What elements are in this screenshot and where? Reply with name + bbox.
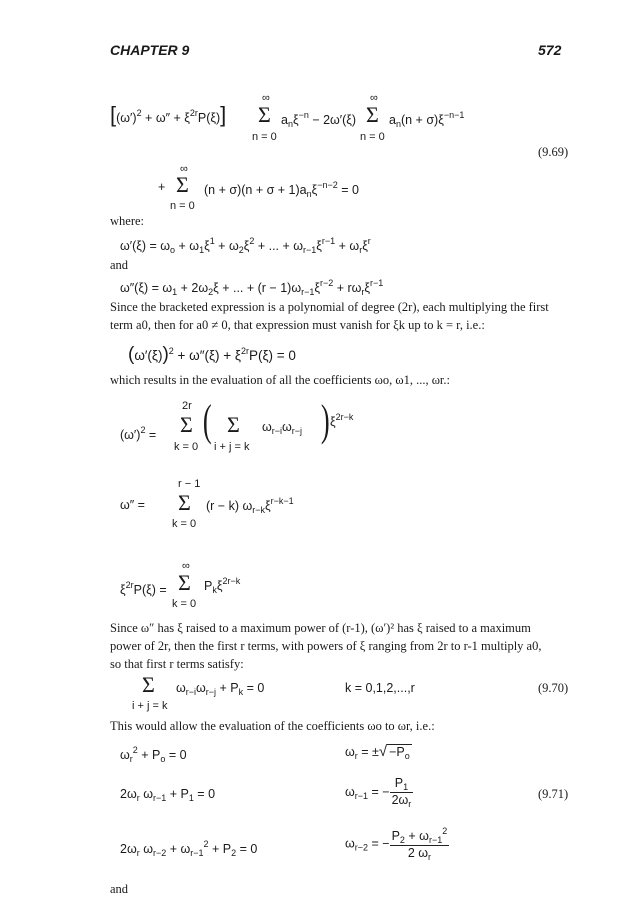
summation-sign: Σ [176, 172, 189, 197]
equation-p-lhs: $\xi^{2r}P(\xi)$ = [120, 580, 167, 597]
sum-lower-limit: k = 0 [172, 518, 197, 530]
summation-sign: Σ [258, 102, 271, 127]
paragraph-text: power of 2r, then the first r terms, with powers of ξ ranging from 2r to r-1 multiply a0, [110, 639, 542, 653]
equation-omega-double-prime-rhs: (r − k) $\omega_{r-k}\xi^{r-k-1}$ [206, 496, 294, 515]
paragraph-text: Since the bracketed expression is a polynomial of degree (2r), each multiplying the first [110, 300, 549, 314]
sum-lower-limit: n = 0 [170, 200, 195, 212]
summation-sign: Σ [180, 412, 193, 437]
equation-vanishing: $(\omega'(\xi))^2 + \omega''(\xi) + \xi^{2r}P(\xi) = 0$ [128, 344, 296, 365]
equation-omega-prime-squared-lhs: $(\omega')^2$ = [120, 425, 157, 442]
sum-upper-limit: ∞ [180, 163, 188, 175]
equation-969-term3: $(n + \sigma)(n + \sigma + 1)a_n\xi^{-n-2} = 0$ [204, 180, 359, 199]
text-where: where: [110, 214, 145, 228]
text-and: and [110, 258, 129, 272]
sum-upper-limit: ∞ [370, 92, 378, 104]
summation-sign: Σ [178, 570, 191, 595]
equation-number: (9.70) [538, 681, 569, 695]
sum-upper-limit: ∞ [262, 92, 270, 104]
equation-omega-double-prime: $\omega''(\xi) = \omega_1 + 2\omega_2\xi$ + ... + $(r - 1)\omega_{r-1}\xi^{r-2} + r\omega_r\xi^{r-1}$ [120, 278, 384, 297]
sum-lower-limit: i + j = k [214, 441, 250, 453]
summation-sign: Σ [366, 102, 379, 127]
sum-lower-limit: i + j = k [132, 700, 168, 712]
equation-inner-product: $\omega_{r-i}\omega_{r-j}$ [262, 420, 303, 436]
page-number: 572 [538, 42, 562, 58]
equation-971-c-right: $\omega_{r-2}$ = − $\frac{P_2 + \omega_{r-1}^2}{2 \omega_r}$ [345, 826, 448, 862]
equation-971-b-left: $2\omega_r$ $\omega_{r-1} + P_1 = 0$ [120, 787, 216, 803]
sum-lower-limit: k = 0 [172, 598, 197, 610]
equation-969-line1: $[(\omega')^2 + \omega'' + \xi^{2r}P(\xi)]$ [110, 102, 227, 127]
plus-sign: + [158, 180, 166, 194]
sum-lower-limit: n = 0 [252, 131, 277, 143]
equation-971-c-left: $2\omega_r$ $\omega_{r-2} + \omega_{r-1}^2 + P_2 = 0$ [120, 839, 258, 858]
paragraph-text: Since ω″ has ξ raised to a maximum power of (r-1), (ω′)² has ξ raised to a maximum [110, 621, 531, 635]
equation-omega-double-prime-lhs: ω″ = [120, 498, 145, 512]
paragraph-text: which results in the evaluation of all the coefficients ωo, ω1, ..., ωr.: [110, 373, 450, 387]
equation-number: (9.71) [538, 787, 569, 801]
text-and: and [110, 882, 129, 896]
equation-970: $\omega_{r-i}\omega_{r-j} + P_k = 0$ [176, 681, 265, 697]
equation-969-term1: $a_n\xi^{-n} - 2\omega'(\xi)$ [281, 110, 357, 129]
equation-970-range: k = 0,1,2,...,r [345, 681, 415, 695]
sum-lower-limit: n = 0 [360, 131, 385, 143]
summation-sign: Σ [227, 412, 240, 437]
equation-971-b-right: $\omega_{r-1}$ = − $\frac{P_1}{2\omega_r}$ [345, 776, 412, 809]
equation-number: (9.69) [538, 145, 569, 159]
right-paren: ) [320, 396, 330, 445]
chapter-heading: CHAPTER 9 [110, 42, 190, 58]
paragraph-text: term a0, then for a0 ≠ 0, that expression must vanish for ξk up to k = r, i.e.: [110, 318, 485, 332]
equation-969-term2: $a_n(n + \sigma)\xi^{-n-1}$ [389, 110, 465, 129]
summation-sign: Σ [142, 672, 155, 697]
sum-upper-limit: r − 1 [178, 478, 201, 490]
equation-971-a-left: $\omega_r^2 + P_o = 0$ [120, 745, 187, 764]
left-paren: ( [202, 396, 212, 445]
paragraph-text: This would allow the evaluation of the coefficients ωo to ωr, i.e.: [110, 719, 435, 733]
sum-upper-limit: 2r [182, 400, 192, 412]
summation-sign: Σ [178, 490, 191, 515]
sum-upper-limit: ∞ [182, 560, 190, 572]
sum-lower-limit: k = 0 [174, 441, 199, 453]
equation-omega-prime: $\omega'(\xi) = \omega_o + \omega_1\xi^1 + \omega_2\xi^2$ + ... + $\omega_{r-1}\xi^{r-1} + \omega_r\xi^r$ [120, 236, 371, 255]
equation-p-rhs: $P_k\xi^{2r-k}$ [204, 576, 241, 595]
paragraph-text: so that first r terms satisfy: [110, 657, 244, 671]
equation-power-term: $\xi^{2r-k}$ [330, 412, 354, 429]
equation-971-a-right: $\omega_r$ = ±√ $-P_o$ [345, 743, 410, 761]
